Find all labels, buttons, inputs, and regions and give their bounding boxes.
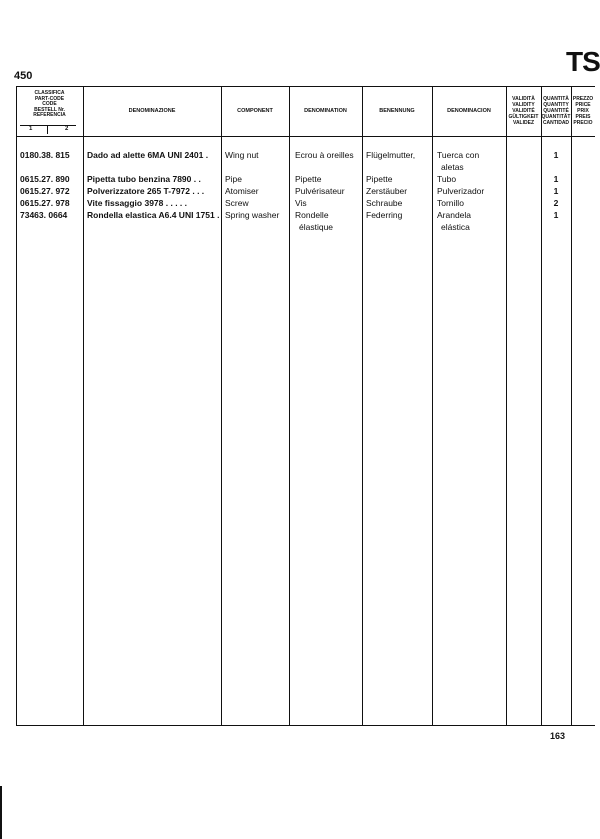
description-german: Federring bbox=[366, 210, 403, 220]
description-italian: Dado ad alette 6MA UNI 2401 . bbox=[87, 150, 209, 160]
description-german: Schraube bbox=[366, 198, 403, 208]
description-french-cont: élastique bbox=[299, 222, 334, 232]
series-code: TS bbox=[566, 46, 600, 77]
part-code: 73463. 0664 bbox=[20, 210, 68, 220]
description-spanish: Pulverizador bbox=[437, 186, 485, 196]
header-quantity: QUANTITÀ QUANTITY QUANTITÉ QUANTITÄT CANTIDAD bbox=[541, 96, 571, 126]
description-french: Pulvérisateur bbox=[295, 186, 345, 196]
table-row bbox=[16, 174, 595, 186]
quantity-value: 1 bbox=[553, 150, 559, 160]
description-english: Atomiser bbox=[225, 186, 259, 196]
parts-table bbox=[16, 86, 595, 726]
description-spanish: Tornillo bbox=[437, 198, 464, 208]
description-english: Screw bbox=[225, 198, 249, 208]
description-spanish: Arandela bbox=[437, 210, 472, 220]
header-denomination: DENOMINATION bbox=[304, 108, 347, 114]
quantity-value: 1 bbox=[553, 186, 559, 196]
part-code: 0180.38. 815 bbox=[20, 150, 70, 160]
footer-page-number: 163 bbox=[550, 731, 566, 741]
description-german: Pipette bbox=[366, 174, 393, 184]
part-code: 0615.27. 890 bbox=[20, 174, 70, 184]
table-row bbox=[16, 150, 595, 172]
header-part-code: CLASSIFICA PART-CODE CODE BESTELL Nr. REFERENCIA bbox=[33, 90, 66, 119]
description-spanish-cont: aletas bbox=[441, 162, 464, 172]
description-english: Spring washer bbox=[225, 210, 280, 220]
header-bottom-rule bbox=[16, 136, 595, 137]
quantity-value: 1 bbox=[553, 174, 559, 184]
description-italian: Polverizzatore 265 T-7972 . . . bbox=[87, 186, 205, 196]
table-row bbox=[16, 198, 595, 210]
header-benennung: BENENNUNG bbox=[379, 108, 415, 114]
part-code-sub-labels: 1 2 bbox=[29, 126, 69, 132]
table-bottom-rule bbox=[16, 725, 595, 726]
description-french: Ecrou à oreilles bbox=[295, 150, 354, 160]
header-price: PREZZO PRICE PRIX PREIS PRECIO bbox=[572, 96, 594, 126]
description-italian: Vite fissaggio 3978 . . . . . bbox=[87, 198, 187, 208]
description-german: Flügelmutter, bbox=[366, 150, 416, 160]
table-row bbox=[16, 210, 595, 232]
header-denominazione: DENOMINAZIONE bbox=[128, 108, 176, 114]
description-english: Pipe bbox=[225, 174, 243, 184]
page-number: 450 bbox=[14, 70, 33, 82]
quantity-value: 2 bbox=[553, 198, 559, 208]
left-margin-mark bbox=[0, 786, 2, 839]
description-french: Vis bbox=[295, 198, 307, 208]
description-italian: Pipetta tubo benzina 7890 . . bbox=[87, 174, 201, 184]
description-german: Zerstäuber bbox=[366, 186, 408, 196]
header-component: COMPONENT bbox=[237, 108, 273, 114]
table-row bbox=[16, 186, 595, 198]
description-english: Wing nut bbox=[225, 150, 259, 160]
description-italian: Rondella elastica A6.4 UNI 1751 . bbox=[87, 210, 220, 220]
description-french: Pipette bbox=[295, 174, 322, 184]
description-spanish: Tubo bbox=[437, 174, 457, 184]
description-spanish-cont: elástica bbox=[441, 222, 470, 232]
quantity-value: 1 bbox=[553, 210, 559, 220]
header-validity: VALIDITÀ VALIDITY VALIDITÉ GÜLTIGKEIT VALIDEZ bbox=[508, 96, 539, 126]
description-french: Rondelle bbox=[295, 210, 329, 220]
header-denominacion: DENOMINACION bbox=[447, 108, 491, 114]
part-code: 0615.27. 978 bbox=[20, 198, 70, 208]
part-code: 0615.27. 972 bbox=[20, 186, 70, 196]
description-spanish: Tuerca con bbox=[437, 150, 480, 160]
